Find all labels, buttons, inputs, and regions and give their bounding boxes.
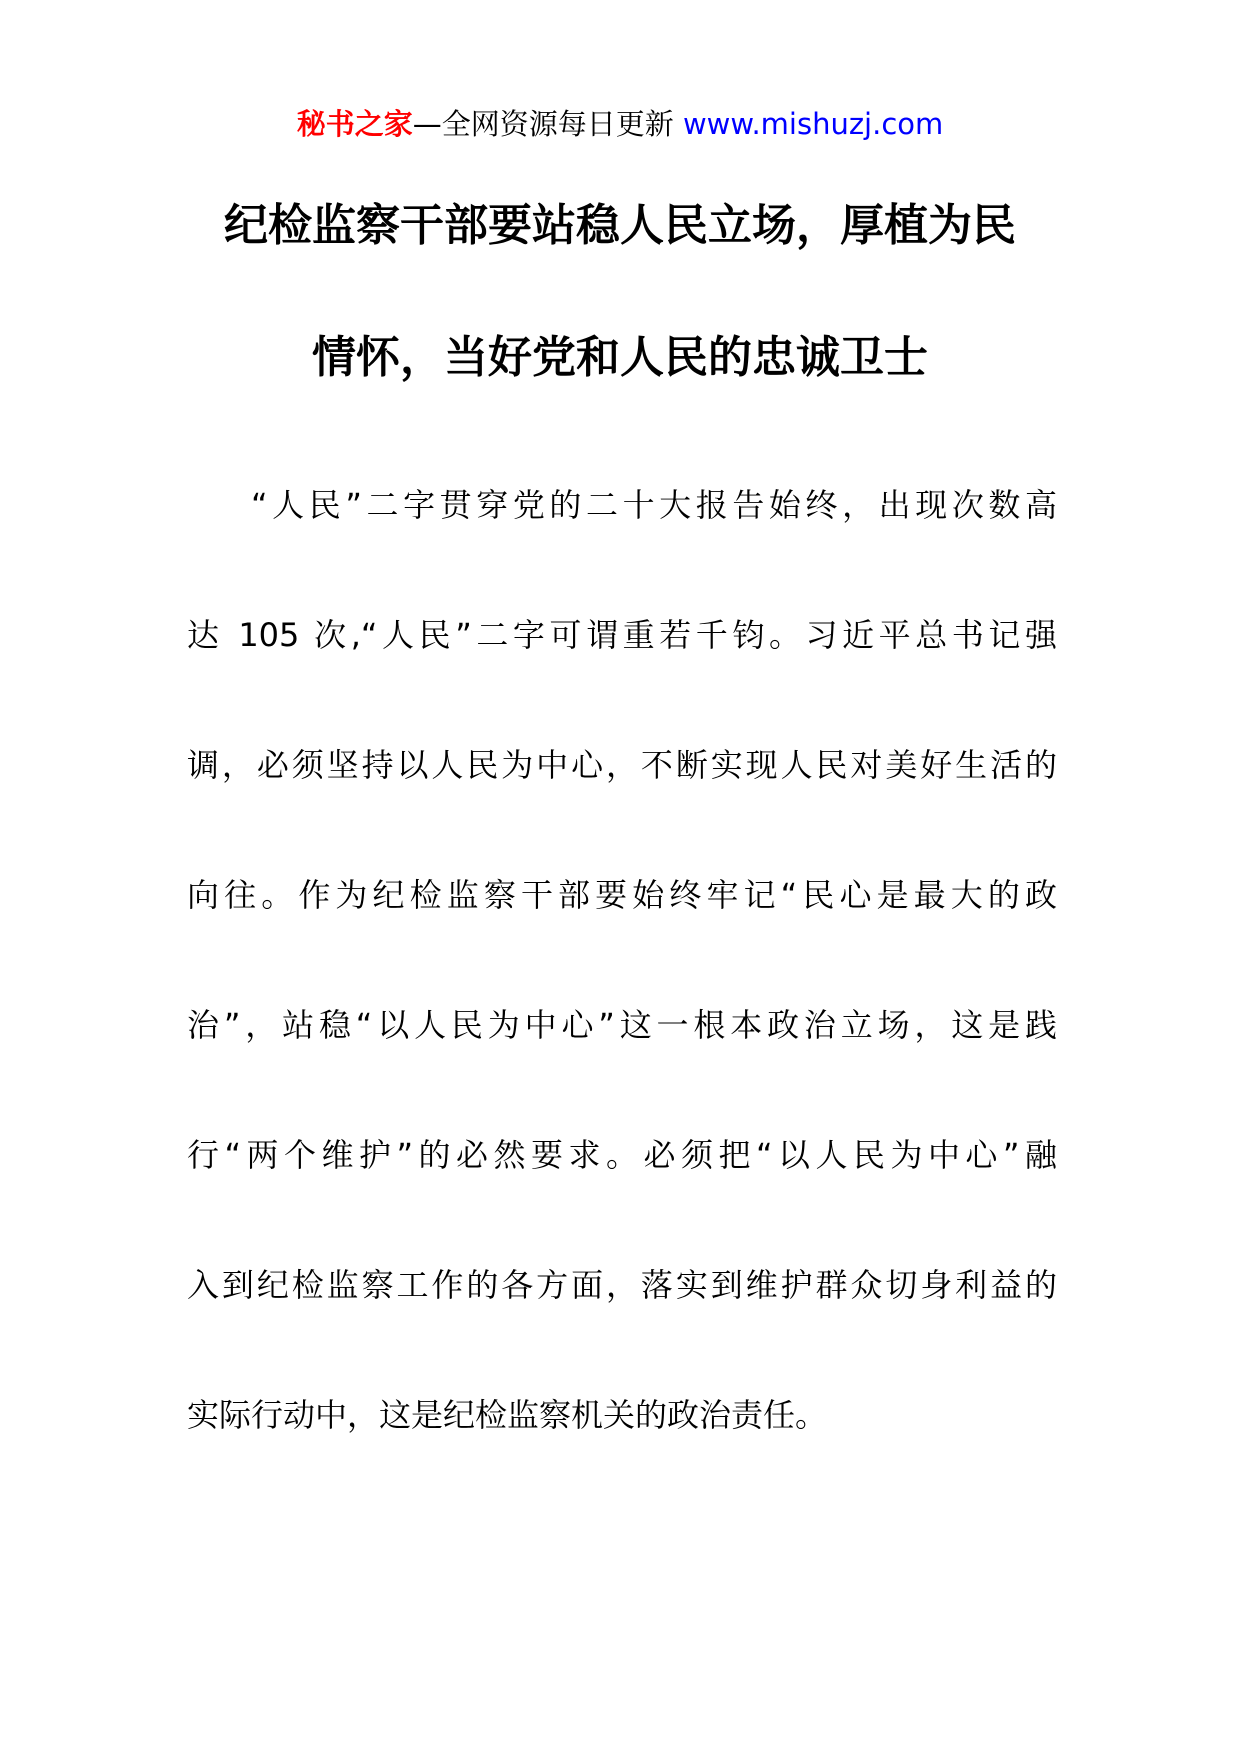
header-banner (0, 100, 1240, 148)
paragraph-line: 治”，站稳“以人民为中心”这一根本政治立场，这是践 (187, 1006, 1057, 1044)
paragraph-line: “人民”二字贯穿党的二十大报告始终，出现次数高 (251, 486, 1057, 524)
paragraph-line: 达 105 次,“人民”二字可谓重若千钧。习近平总书记强 (187, 616, 1057, 654)
paragraph-line: 入到纪检监察工作的各方面，落实到维护群众切身利益的 (187, 1266, 1057, 1304)
site-url-link[interactable]: www.mishuzj.com (682, 107, 944, 141)
paragraph-line: 向往。作为纪检监察干部要始终牢记“民心是最大的政 (187, 876, 1057, 914)
paragraph-line: 调，必须坚持以人民为中心，不断实现人民对美好生活的 (187, 746, 1057, 784)
header-tagline: —全网资源每日更新 (412, 107, 674, 141)
paragraph-line: 行“两个维护”的必然要求。必须把“以人民为中心”融 (187, 1136, 1057, 1174)
title-line: 纪检监察干部要站稳人民立场，厚植为民 (224, 200, 1016, 251)
paragraph-line: 实际行动中，这是纪检监察机关的政治责任。 (187, 1396, 828, 1434)
brand-name: 秘书之家 (296, 107, 413, 141)
title-line: 情怀，当好党和人民的忠诚卫士 (312, 332, 928, 383)
body-paragraph (187, 440, 1057, 1480)
document-title (180, 160, 1060, 424)
